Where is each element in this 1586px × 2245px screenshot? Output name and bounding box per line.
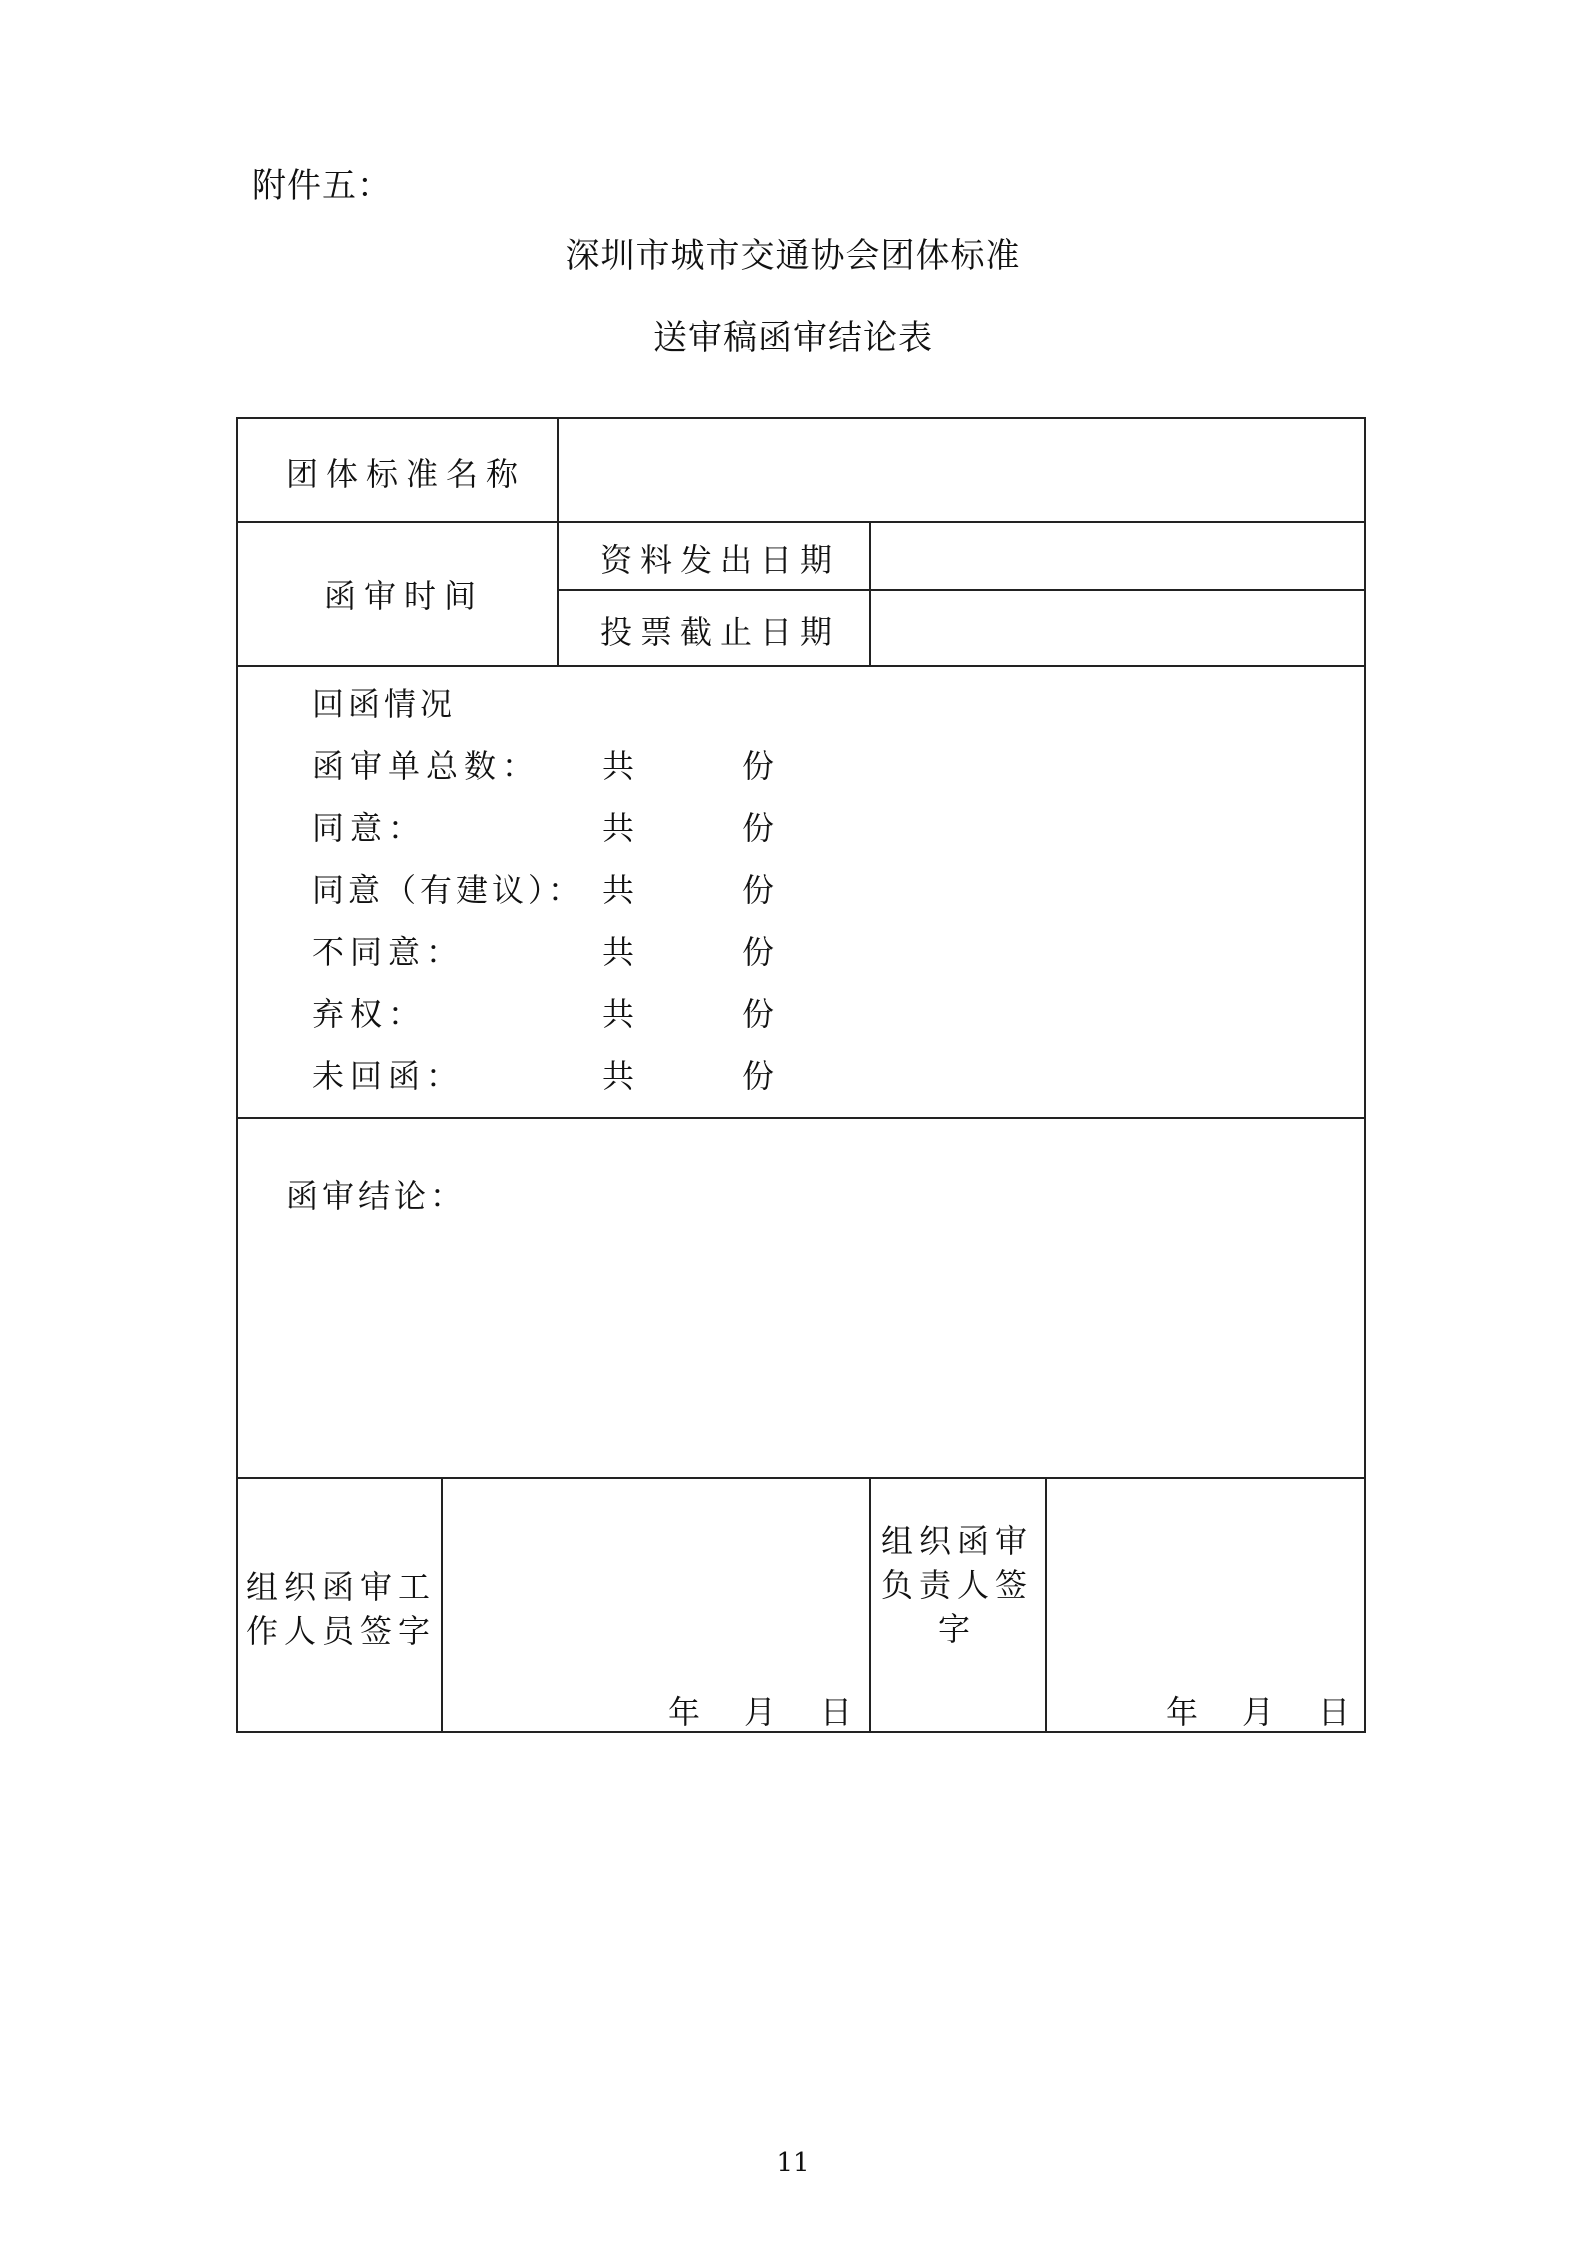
tally-label: 同意： (312, 809, 427, 847)
vote-deadline-label: 投票截止日期 (600, 613, 841, 651)
tally-label: 同意（有建议）： (312, 871, 585, 909)
date-year: 年 (1166, 1693, 1199, 1731)
tally-label: 函审单总数： (312, 747, 541, 785)
tally-total-word: 共 (602, 995, 641, 1033)
tally-total-word: 共 (602, 809, 641, 847)
tally-unit-word: 份 (742, 871, 781, 909)
date-month: 月 (1242, 1693, 1275, 1731)
reply-heading: 回函情况 (312, 685, 457, 723)
tally-total-word: 共 (602, 871, 641, 909)
tally-label: 不同意： (312, 933, 465, 971)
page-number: 11 (776, 2148, 810, 2178)
tally-unit-word: 份 (742, 933, 781, 971)
leader-signature-label: 组织函审负责人签字 (880, 1522, 1033, 1648)
date-day: 日 (820, 1693, 853, 1731)
tally-label: 弃权： (312, 995, 427, 1033)
tally-label: 未回函： (312, 1057, 465, 1095)
document-title: 深圳市城市交通协会团体标准 (565, 236, 1021, 276)
review-conclusion-form (236, 417, 1366, 1733)
date-day: 日 (1318, 1693, 1351, 1731)
issue-date-label: 资料发出日期 (600, 541, 841, 579)
tally-unit-word: 份 (742, 1057, 781, 1095)
date-year: 年 (668, 1693, 701, 1731)
tally-unit-word: 份 (742, 747, 781, 785)
tally-total-word: 共 (602, 933, 641, 971)
tally-unit-word: 份 (742, 809, 781, 847)
tally-total-word: 共 (602, 1057, 641, 1095)
tally-total-word: 共 (602, 747, 641, 785)
staff-signature-date[interactable] (668, 1687, 858, 1731)
conclusion-label: 函审结论： (286, 1177, 467, 1215)
attachment-label: 附件五： (252, 166, 392, 206)
review-time-label: 函审时间 (324, 577, 485, 615)
tally-unit-word: 份 (742, 995, 781, 1033)
leader-signature-date[interactable] (1166, 1687, 1356, 1731)
standard-name-label: 团体标准名称 (286, 455, 527, 493)
form-title: 送审稿函审结论表 (653, 318, 933, 358)
staff-signature-label: 组织函审工作人员签字 (246, 1568, 437, 1650)
date-month: 月 (744, 1693, 777, 1731)
